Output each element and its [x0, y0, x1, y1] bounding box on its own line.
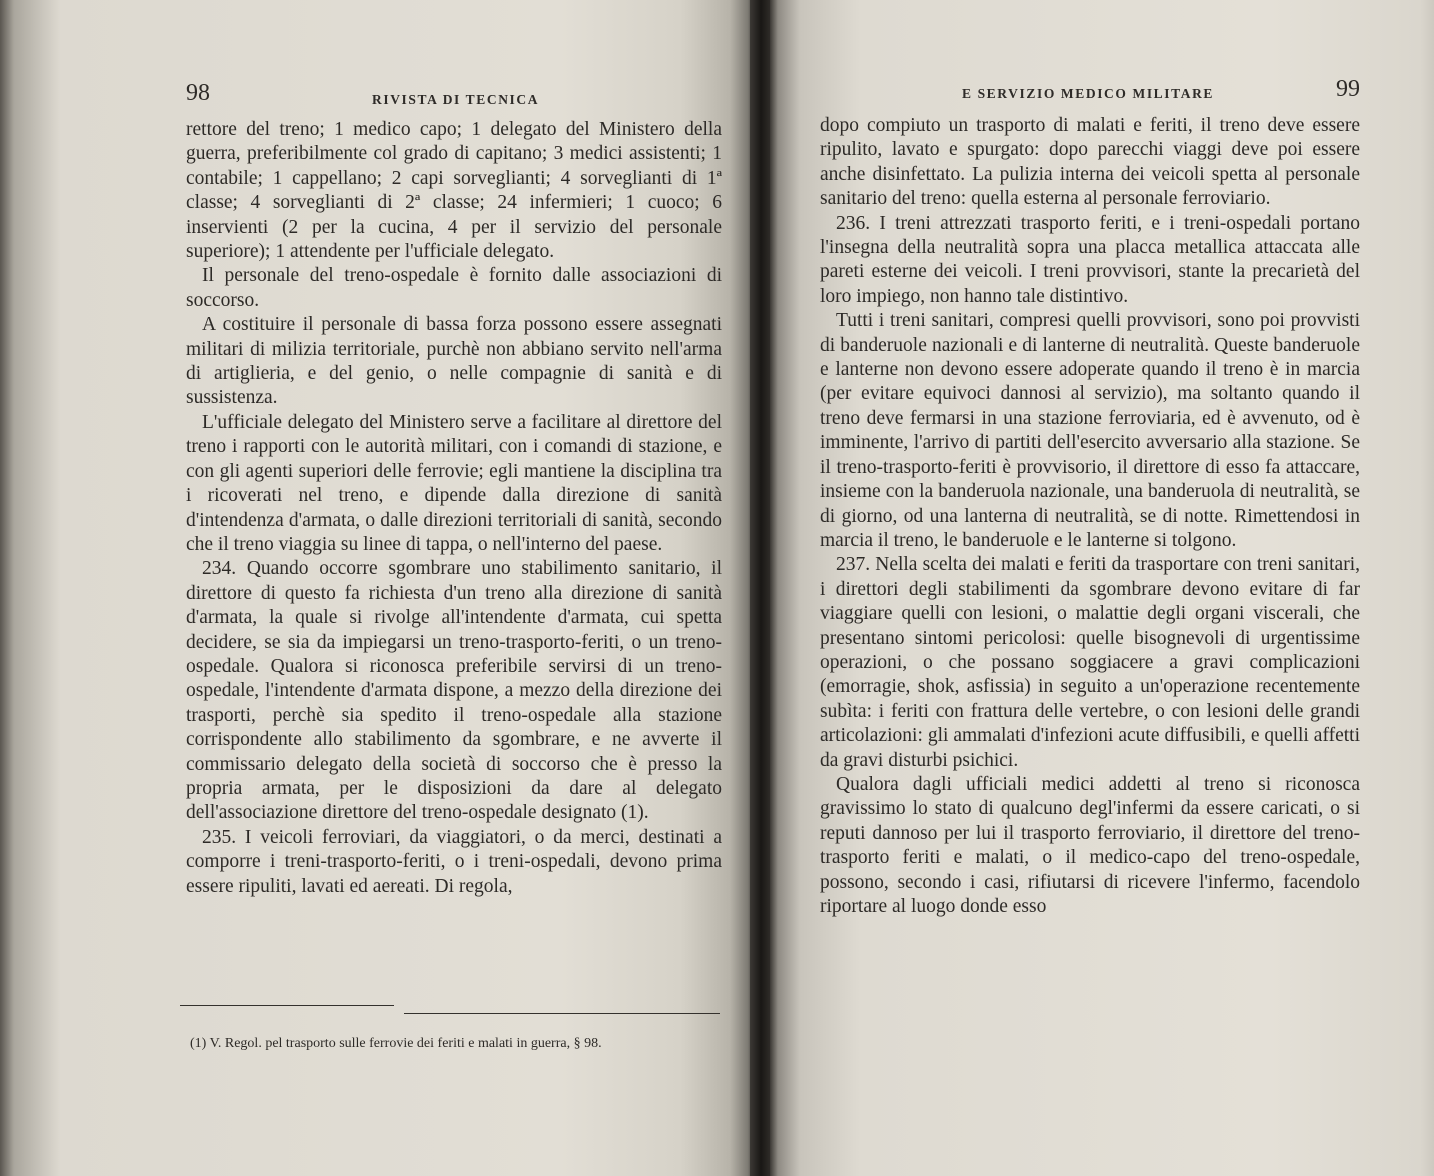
body-text [186, 118, 722, 899]
paragraph: 234. Quando occorre sgombrare uno stabilimento sanitario, il direttore di questo fa richiesta d'un treno alla direzione di sanità d'armata, la quale si rivolge all'intendente d'armata, cui spetta decidere, se sia da impiegarsi un treno-trasporto-feriti, o un treno-ospedale. Qualora si riconosca preferibile servirsi di un treno-ospedale, l'intendente d'armata dispone, a mezzo della direzione dei trasporti, perchè sia spedito il treno-ospedale alla stazione corrispondente allo stabilimento da sgombrare, e ne avverte il commissario delegato della società di soccorso che è presso la propria armata, per le disposizioni da dare al delegato dell'associazione direttore del treno-ospedale designato (1). [186, 558, 722, 824]
paragraph: 237. Nella scelta dei malati e feriti da trasportare con treni sanitari, i direttori degli stabilimenti da sgombrare devono evitare di far viaggiare quelli con lesioni, o malattie degli organi viscerali, che presentano sintomi pericolosi: quelle bisognevoli di urgentissime operazioni, o che possano soggiacere a gravi complicazioni (emorragie, shok, asfissia) in seguito a un'operazione recentemente subìta: i feriti con frattura delle vertebre, o con lesioni delle grandi articolazioni: gli ammalati d'infezioni acute diffusibili, e quelli affetti da gravi disturbi psichici. [820, 554, 1360, 771]
page-number: 99 [1336, 76, 1360, 102]
body-text [820, 114, 1360, 919]
paragraph: 235. I veicoli ferroviari, da viaggiatori, o da merci, destinati a comporre i treni-trasporto-feriti, o i treni-ospedali, devono prima essere ripuliti, lavati ed aereati. Di regola, [186, 826, 722, 897]
paragraph: Il personale del treno-ospedale è fornito dalle associazioni di soccorso. [186, 265, 722, 311]
book-gutter [750, 0, 772, 1176]
paragraph: dopo compiuto un trasporto di malati e feriti, il treno deve essere ripulito, lavato e spurgato: dopo parecchi viaggi deve poi essere anche disinfettato. La pulizia interna dei veicoli spetta al personale sanitario del treno: quella esterna al personale ferroviario. [820, 115, 1360, 210]
paragraph: Tutti i treni sanitari, compresi quelli provvisori, sono poi provvisti di banderuole nazionali e di lanterne di neutralità. Queste banderuole e lanterne non devono essere adoperate quando il treno è in marcia (per evitare equivoci dannosi al servizio), ma soltanto quando il treno deve fermarsi in una stazione ferroviaria, ed è avvenuto, od è imminente, l'arrivo di partiti dell'esercito avversario alla stazione. Se il treno-trasporto-feriti è provvisorio, il direttore di esso fa attaccare, insieme con la banderuola nazionale, una banderuola di neutralità, se di giorno, od una lanterna di neutralità, se di notte. Rimettendosi in marcia il treno, le banderuole e le lanterne si tolgono. [820, 310, 1360, 551]
footnote-rule [180, 1005, 394, 1006]
footnote: (1) V. Regol. pel trasporto sulle ferrovie dei feriti e malati in guerra, § 98. [190, 1036, 602, 1051]
right-page [770, 0, 1434, 1176]
page-number: 98 [186, 80, 210, 106]
running-head: RIVISTA DI TECNICA [372, 92, 540, 107]
footnote-rule [404, 1013, 720, 1014]
paragraph: rettore del treno; 1 medico capo; 1 delegato del Ministero della guerra, preferibilmente col grado di capitano; 3 medici assistenti; 1 contabile; 1 cappellano; 2 capi sorveglianti; 4 sorveglianti di 1ª classe; 4 sorveglianti di 2ª classe; 24 infermieri; 1 cuoco; 6 inservienti (2 per la cucina, 4 per il servizio del personale superiore); 1 attendente per l'ufficiale delegato. [186, 119, 722, 263]
running-head: E SERVIZIO MEDICO MILITARE [962, 86, 1215, 101]
paragraph: Qualora dagli ufficiali medici addetti al treno si riconosca gravissimo lo stato di qualcuno degl'infermi da essere caricati, o si reputi dannoso per lui il trasporto ferroviario, il direttore del treno-trasporto feriti e malati, o il medico-capo del treno-ospedale, possono, secondo i casi, rifiutarsi di ricevere l'infermo, facendolo riportare al luogo donde esso [820, 773, 1360, 917]
paragraph: L'ufficiale delegato del Ministero serve a facilitare al direttore del treno i rapporti con le autorità militari, con i comandi di stazione, e con gli agenti superiori delle ferrovie; egli mantiene la disciplina tra i ricoverati nel treno, e dipende dalla direzione di sanità d'intendenza d'armata, o dalle direzioni territoriali di sanità, secondo che il treno viaggia su linee di tappa, o nell'interno del paese. [186, 411, 722, 555]
paragraph: A costituire il personale di bassa forza possono essere assegnati militari di milizia territoriale, purchè non abbiano servito nell'arma di artiglieria, e del genio, o nelle compagnie di sanità e di sussistenza. [186, 314, 722, 409]
paragraph: 236. I treni attrezzati trasporto feriti, e i treni-ospedali portano l'insegna della neutralità sopra una placca metallica attaccata alle pareti esterne dei veicoli. I treni provvisori, stante la precarietà del loro impiego, non hanno tale distintivo. [820, 212, 1360, 307]
